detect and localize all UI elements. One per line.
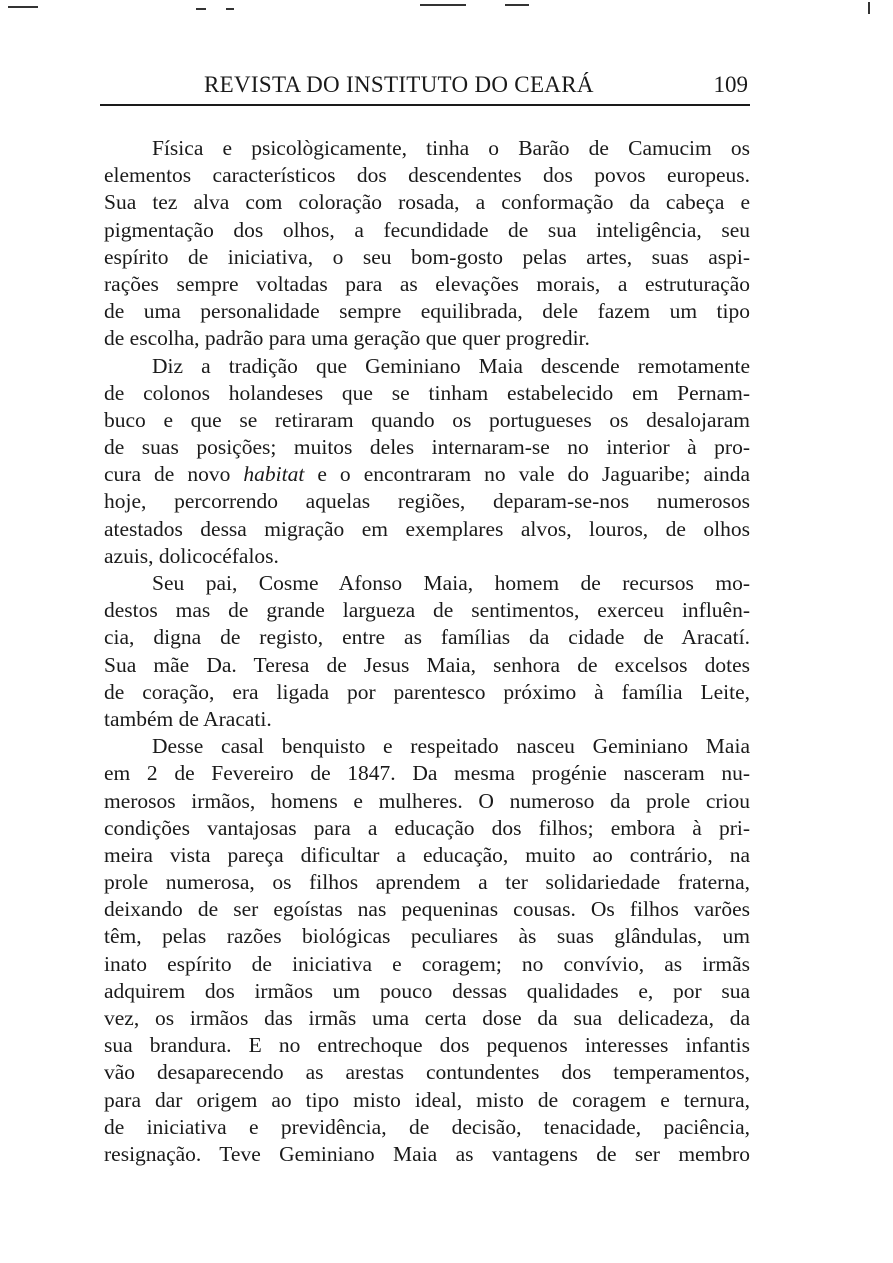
text-line: meira vista pareça dificultar a educação, muito ao contrário, na bbox=[104, 842, 750, 867]
text-line: Desse casal benquisto e respeitado nasceu Geminiano Maia bbox=[152, 734, 750, 759]
italic-term: habitat bbox=[243, 462, 305, 487]
scan-mark bbox=[196, 8, 206, 10]
text-line: atestados dessa migração em exemplares alvos, louros, de olhos bbox=[104, 516, 750, 541]
text-line: resignação. Teve Geminiano Maia as vantagens de ser membro bbox=[104, 1141, 750, 1166]
text-line: Sua tez alva com coloração rosada, a conformação da cabeça e bbox=[104, 190, 750, 215]
text-line: em 2 de Fevereiro de 1847. Da mesma progénie nasceram nu- bbox=[104, 761, 750, 786]
text-line: para dar origem ao tipo misto ideal, misto de coragem e ternura, bbox=[104, 1087, 750, 1112]
text-line: hoje, percorrendo aquelas regiões, deparam-se-nos numerosos bbox=[104, 489, 750, 514]
scan-mark bbox=[226, 8, 234, 10]
text-line: Seu pai, Cosme Afonso Maia, homem de recursos mo- bbox=[152, 571, 750, 595]
header-rule bbox=[100, 104, 750, 106]
text-line: espírito de iniciativa, o seu bom-gosto pelas artes, suas aspi- bbox=[104, 244, 750, 269]
text-line: Diz a tradição que Geminiano Maia descende remotamente bbox=[152, 353, 750, 378]
text-fragment: cura de novo bbox=[104, 462, 231, 487]
text-line: de escolha, padrão para uma geração que quer progredir. bbox=[104, 326, 590, 351]
text-line: condições vantajosas para a educação dos filhos; embora à pri- bbox=[104, 815, 750, 840]
text-line: de suas posições; muitos deles internaram-se no interior à pro- bbox=[104, 435, 750, 460]
text-line bbox=[104, 461, 750, 488]
text-line: sua brandura. E no entrechoque dos pequenos interesses infantis bbox=[104, 1033, 750, 1058]
text-line: de colonos holandeses que se tinham estabelecido em Pernam- bbox=[104, 380, 750, 405]
text-line: rações sempre voltadas para as elevações morais, a estruturação bbox=[104, 271, 750, 296]
text-line: têm, pelas razões biológicas peculiares às suas glândulas, um bbox=[104, 924, 750, 949]
text-fragment: e o encontraram no vale do Jaguaribe; ainda bbox=[317, 462, 751, 487]
running-title: REVISTA DO INSTITUTO DO CEARÁ bbox=[204, 72, 594, 97]
text-line: de coração, era ligada por parentesco próximo à família Leite, bbox=[104, 679, 750, 704]
scan-mark bbox=[420, 4, 466, 6]
scan-mark bbox=[868, 2, 870, 14]
text-line: pigmentação dos olhos, a fecundidade de sua inteligência, seu bbox=[104, 217, 750, 242]
text-line: vão desaparecendo as arestas contundentes dos temperamentos, bbox=[104, 1060, 750, 1085]
text-line: Sua mãe Da. Teresa de Jesus Maia, senhora de excelsos dotes bbox=[104, 652, 750, 677]
page-header bbox=[104, 72, 748, 104]
text-line: merosos irmãos, homens e mulheres. O numeroso da prole criou bbox=[104, 788, 750, 813]
text-line: também de Aracati. bbox=[104, 706, 272, 731]
text-line: deixando de ser egoístas nas pequeninas cousas. Os filhos varões bbox=[104, 897, 750, 922]
text-line: de iniciativa e previdência, de decisão, tenacidade, paciência, bbox=[104, 1114, 750, 1139]
text-line: cia, digna de registo, entre as famílias da cidade de Aracatí. bbox=[104, 625, 750, 650]
text-line: Física e psicològicamente, tinha o Barão de Camucim os bbox=[152, 136, 750, 160]
scan-mark bbox=[505, 4, 529, 6]
text-line: destos mas de grande largueza de sentimentos, exerceu influên- bbox=[104, 598, 750, 623]
text-line: vez, os irmãos das irmãs uma certa dose da sua delicadeza, da bbox=[104, 1006, 750, 1030]
text-line: buco e que se retiraram quando os portugueses os desalojaram bbox=[104, 407, 750, 432]
text-line: azuis, dolicocéfalos. bbox=[104, 543, 279, 568]
page-number: 109 bbox=[713, 72, 748, 97]
text-line: inato espírito de iniciativa e coragem; no convívio, as irmãs bbox=[104, 951, 750, 976]
text-line: de uma personalidade sempre equilibrada, dele fazem um tipo bbox=[104, 299, 750, 324]
text-line: adquirem dos irmãos um pouco dessas qualidades e, por sua bbox=[104, 978, 750, 1003]
scan-mark bbox=[8, 6, 38, 8]
body-text bbox=[104, 135, 750, 1168]
text-line: elementos característicos dos descendentes dos povos europeus. bbox=[104, 163, 750, 188]
text-line: prole numerosa, os filhos aprendem a ter solidariedade fraterna, bbox=[104, 870, 750, 895]
